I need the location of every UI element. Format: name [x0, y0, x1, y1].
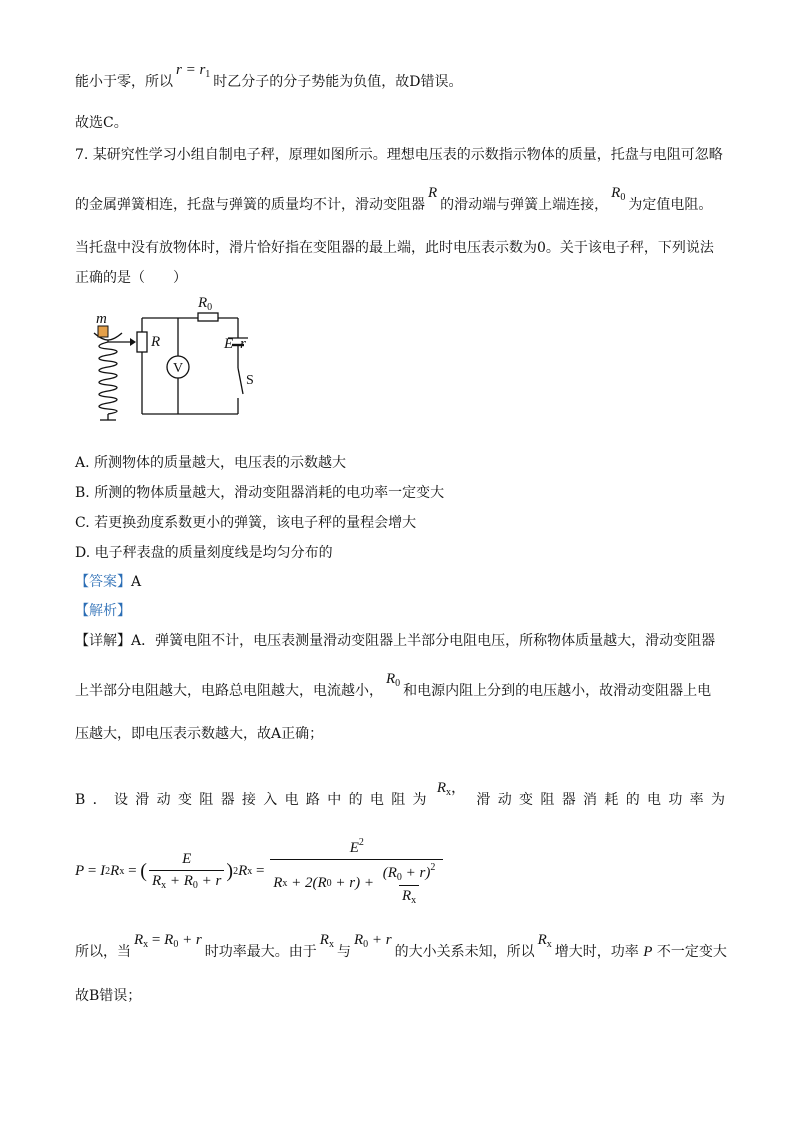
b1-char: 路 — [305, 792, 320, 808]
power-formula: P = I 2 R x = ( $\frac{E}{R_x + R_0 + r}$ ) 2 R x = $E^2$ R x + 2(R 0 + r) + $\frac{(R_0 + r)^2}{R_x}$ — [75, 838, 445, 904]
option-b: B. 所测的物体质量越大，滑动变阻器消耗的电功率一定变大 — [75, 485, 445, 501]
b1-char: 器 — [561, 792, 576, 808]
mass-block — [98, 326, 108, 337]
question-line-3: 当托盘中没有放物体时，滑片恰好指在变阻器的最上端，此时电压表示数为0。关于该电子秤，下列说法 — [75, 240, 714, 256]
b1-char: 阻 — [391, 792, 406, 808]
answer-tag: 【答案】 — [75, 574, 131, 590]
detail-line-b3: 故B错误； — [75, 988, 142, 1004]
b1-char: 设 — [113, 792, 128, 808]
b1-char: 电 — [284, 792, 299, 808]
b1-char: 的 — [348, 792, 363, 808]
b1-char: 动 — [156, 792, 171, 808]
circuit-diagram — [88, 290, 278, 430]
slider-arrow-head — [130, 338, 136, 346]
detail-line-b2: 所以，当$R_x = R_0 + r$时功率最大。由于$R_x$ 与$R_0 + r$的大小关系未知，所以$R_x$ 增大时，功率 P 不一定变大 — [75, 932, 727, 960]
label-r: r — [240, 336, 246, 352]
b1-char: 变 — [177, 792, 192, 808]
detail-line-a1: 【详解】A．弹簧电阻不计，电压表测量滑动变阻器上半部分电阻电压，所称物体质量越大，滑动变阻器 — [75, 633, 716, 649]
b1-char: 器 — [220, 792, 235, 808]
b1-char: 消 — [583, 792, 598, 808]
resistor-R — [137, 332, 147, 352]
label-V: V — [173, 361, 184, 376]
detail-line-a3: 压越大，即电压表示数越大，故A正确； — [75, 726, 324, 742]
b1-char: 滑 — [135, 792, 150, 808]
b1-char: 中 — [327, 792, 342, 808]
b1-char: 耗 — [604, 792, 619, 808]
answer-value: A — [131, 574, 142, 590]
b1-char: 率 — [689, 792, 704, 808]
spring-coil — [99, 342, 117, 414]
b1-char: 动 — [497, 792, 512, 808]
fraction-current: $\frac{E}{R_x + R_0 + r}$ — [149, 851, 224, 891]
b1-char: 为 — [412, 792, 427, 808]
detail-line-a2: 上半部分电阻越大，电路总电阻越大，电流越小，$R_0$ 和电源内阻上分到的电压越小，故滑动变阻器上电 — [75, 671, 712, 699]
b1-char: 滑 — [476, 792, 491, 808]
b1-char: 功 — [668, 792, 683, 808]
question-line-2: 的金属弹簧相连，托盘与弹簧的质量均不计，滑动变阻器R的滑动端与弹簧上端连接，$R_0$ 为定值电阻。 — [75, 185, 713, 213]
label-R: R — [151, 334, 161, 350]
b1-char: 电 — [647, 792, 662, 808]
detail-line-b1 — [75, 780, 725, 815]
option-a: A. 所测物体的质量越大，电压表的示数越大 — [75, 455, 347, 471]
prev-choose: 故选C。 — [75, 115, 128, 131]
label-S: S — [246, 373, 254, 388]
r-equals-r1: $r = r_1$ — [176, 62, 211, 80]
question-line-4: 正确的是（ ） — [75, 270, 187, 286]
question-line-1: 7. 某研究性学习小组自制电子秤，原理如图所示。理想电压表的示数指示物体的质量，托盘与电阻可忽略 — [75, 147, 723, 163]
fraction-power: $E^2$ R x + 2(R 0 + r) + $\frac{(R_0 + r)^2}{R_x}$ — [270, 837, 443, 906]
var-R0-detail: $R_0$ — [386, 671, 401, 689]
switch-S — [238, 368, 243, 394]
b1-char: 接 — [241, 792, 256, 808]
resistor-R0 — [198, 313, 218, 321]
b1-char: ． — [92, 792, 107, 808]
b1-char: 电 — [369, 792, 384, 808]
b1-char: 变 — [519, 792, 534, 808]
b1-char: 阻 — [540, 792, 555, 808]
condition-rx-eq: $R_x = R_0 + r$ — [134, 932, 202, 950]
answer-line — [75, 572, 141, 592]
option-d: D. 电子秤表盘的质量刻度线是均匀分布的 — [75, 545, 333, 561]
label-R0: $R_0$ — [198, 295, 213, 313]
b1-char: 的 — [625, 792, 640, 808]
var-R: R — [428, 185, 438, 201]
b1-char: 为 — [711, 792, 725, 808]
b1-char: B — [75, 792, 86, 808]
label-m: m — [96, 311, 107, 327]
question-number: 7. — [75, 147, 89, 163]
analysis-tag: 【解析】 — [75, 603, 131, 619]
b1-char: 入 — [263, 792, 278, 808]
b1-char: 阻 — [199, 792, 214, 808]
var-R0: $R_0$ — [611, 185, 626, 203]
label-E: E — [224, 336, 234, 352]
var-Rx: $R_x$， — [436, 780, 467, 798]
option-c: C. 若更换劲度系数更小的弹簧，该电子秤的量程会增大 — [75, 515, 417, 531]
prev-answer-line: 能小于零，所以$r = r_1$ 时乙分子的分子势能为负值，故D错误。 — [75, 62, 463, 90]
